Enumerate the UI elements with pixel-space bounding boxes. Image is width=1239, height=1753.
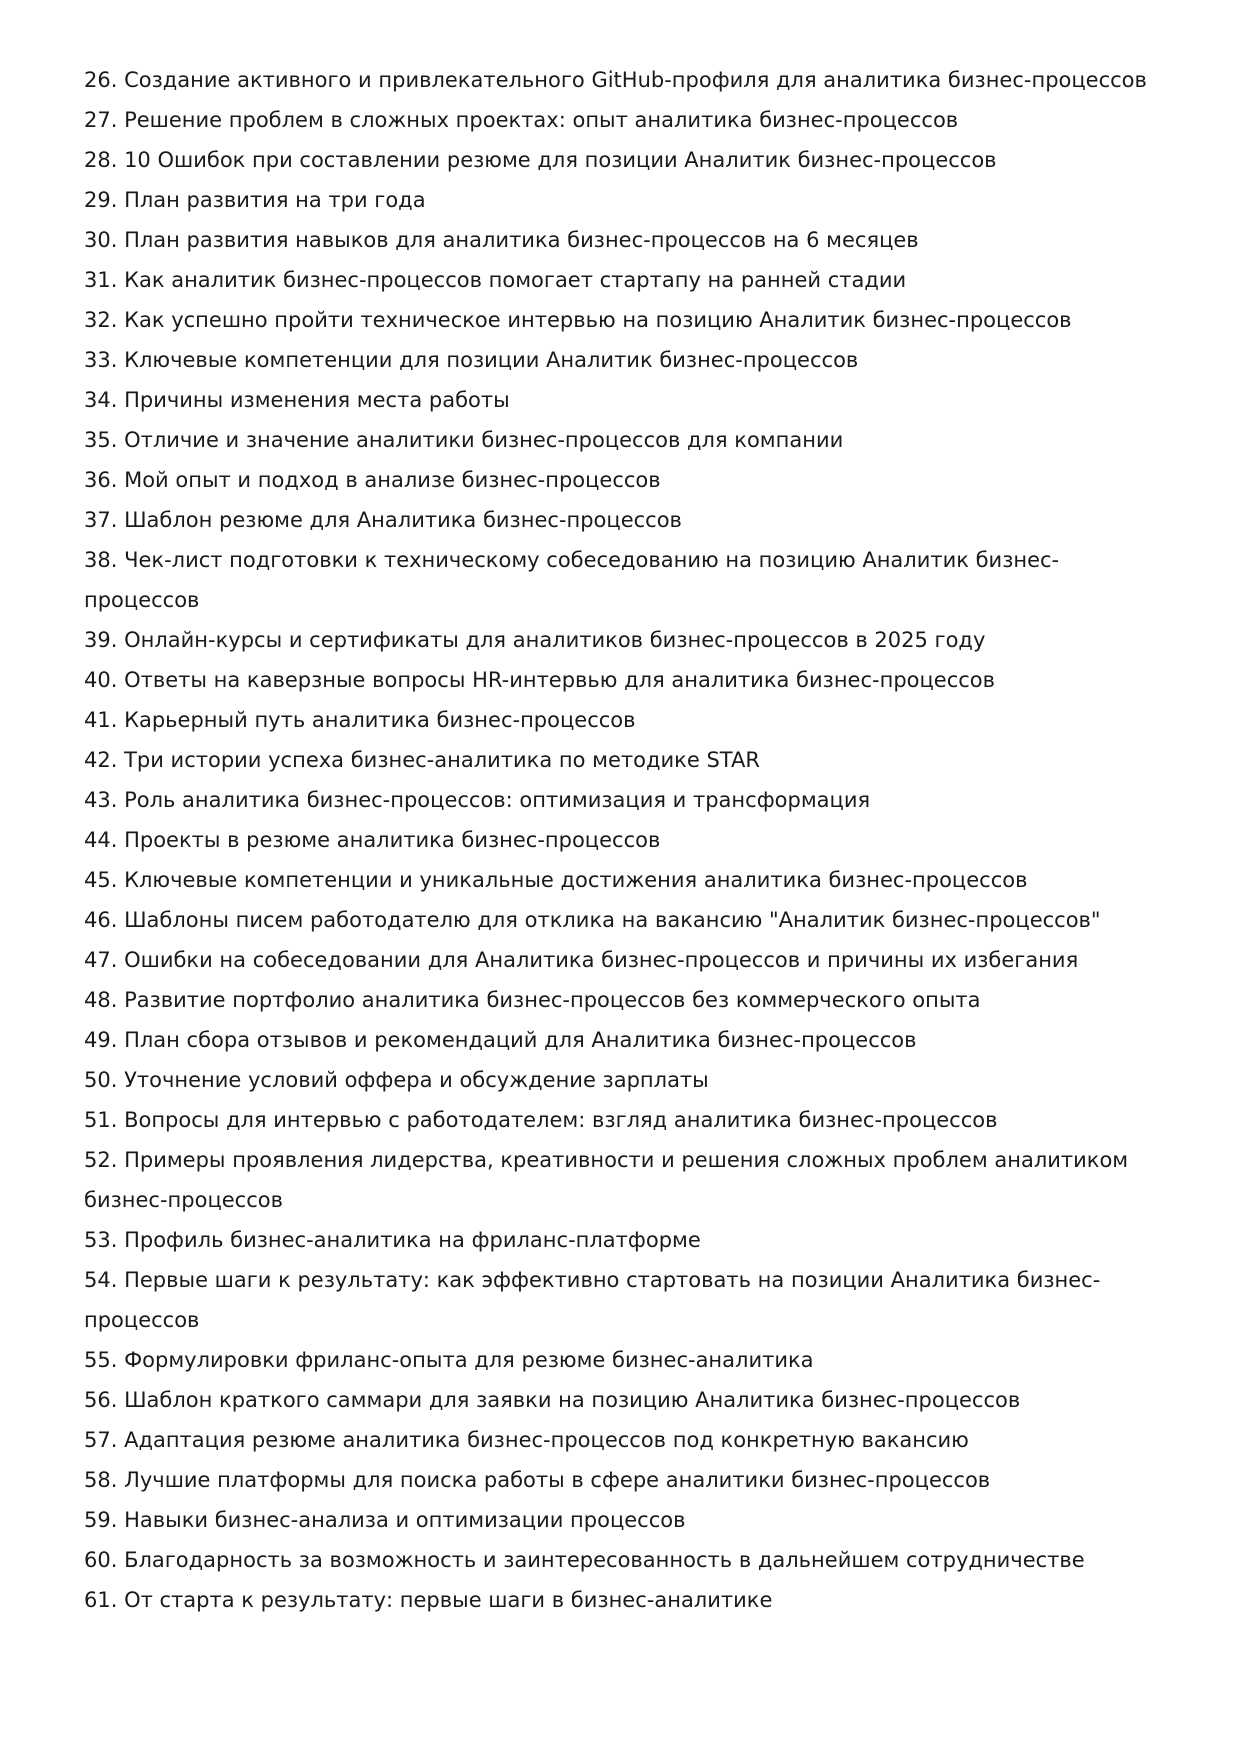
list-item: 54. Первые шаги к результату: как эффективно стартовать на позиции Аналитика бизнес-процессов	[84, 1268, 1101, 1332]
list-item: 58. Лучшие платформы для поиска работы в сфере аналитики бизнес-процессов	[84, 1468, 991, 1492]
list-item: 53. Профиль бизнес-аналитика на фриланс-платформе	[84, 1228, 701, 1252]
list-item: 56. Шаблон краткого саммари для заявки на позицию Аналитика бизнес-процессов	[84, 1388, 1021, 1412]
list-item: 42. Три истории успеха бизнес-аналитика по методике STAR	[84, 748, 760, 772]
list-item: 49. План сбора отзывов и рекомендаций для Аналитика бизнес-процессов	[84, 1028, 917, 1052]
list-item: 31. Как аналитик бизнес-процессов помогает стартапу на ранней стадии	[84, 268, 907, 292]
list-item: 32. Как успешно пройти техническое интервью на позицию Аналитик бизнес-процессов	[84, 308, 1072, 332]
list-item: 55. Формулировки фриланс-опыта для резюме бизнес-аналитика	[84, 1348, 814, 1372]
list-item: 45. Ключевые компетенции и уникальные достижения аналитика бизнес-процессов	[84, 868, 1028, 892]
list-item: 47. Ошибки на собеседовании для Аналитика бизнес-процессов и причины их избегания	[84, 948, 1079, 972]
list-item: 28. 10 Ошибок при составлении резюме для позиции Аналитик бизнес-процессов	[84, 148, 997, 172]
list-item: 48. Развитие портфолио аналитика бизнес-процессов без коммерческого опыта	[84, 988, 981, 1012]
list-item: 27. Решение проблем в сложных проектах: опыт аналитика бизнес-процессов	[84, 108, 959, 132]
list-item: 50. Уточнение условий оффера и обсуждение зарплаты	[84, 1068, 709, 1092]
list-item: 37. Шаблон резюме для Аналитика бизнес-процессов	[84, 508, 682, 532]
list-item: 51. Вопросы для интервью с работодателем: взгляд аналитика бизнес-процессов	[84, 1108, 998, 1132]
list-item: 43. Роль аналитика бизнес-процессов: оптимизация и трансформация	[84, 788, 871, 812]
list-item: 36. Мой опыт и подход в анализе бизнес-процессов	[84, 468, 661, 492]
list-item: 34. Причины изменения места работы	[84, 388, 510, 412]
list-item: 35. Отличие и значение аналитики бизнес-процессов для компании	[84, 428, 844, 452]
list-item: 44. Проекты в резюме аналитика бизнес-процессов	[84, 828, 661, 852]
list-item: 38. Чек-лист подготовки к техническому собеседованию на позицию Аналитик бизнес-процессов	[84, 548, 1060, 612]
list-item: 39. Онлайн-курсы и сертификаты для аналитиков бизнес-процессов в 2025 году	[84, 628, 986, 652]
list-item: 26. Создание активного и привлекательного GitHub-профиля для аналитика бизнес-процессов	[84, 68, 1147, 92]
list-item: 61. От старта к результату: первые шаги в бизнес-аналитике	[84, 1588, 773, 1612]
list-item: 41. Карьерный путь аналитика бизнес-процессов	[84, 708, 636, 732]
list-item: 29. План развития на три года	[84, 188, 426, 212]
list-item: 30. План развития навыков для аналитика бизнес-процессов на 6 месяцев	[84, 228, 919, 252]
list-item: 59. Навыки бизнес-анализа и оптимизации процессов	[84, 1508, 686, 1532]
list-item: 33. Ключевые компетенции для позиции Аналитик бизнес-процессов	[84, 348, 859, 372]
list-item: 52. Примеры проявления лидерства, креативности и решения сложных проблем аналитиком бизнес-процессов	[84, 1148, 1129, 1212]
list-item: 40. Ответы на каверзные вопросы HR-интервью для аналитика бизнес-процессов	[84, 668, 996, 692]
numbered-list	[84, 60, 1164, 1620]
list-item: 46. Шаблоны писем работодателю для отклика на вакансию "Аналитик бизнес-процессов"	[84, 908, 1101, 932]
list-item: 57. Адаптация резюме аналитика бизнес-процессов под конкретную вакансию	[84, 1428, 969, 1452]
list-item: 60. Благодарность за возможность и заинтересованность в дальнейшем сотрудничестве	[84, 1548, 1085, 1572]
